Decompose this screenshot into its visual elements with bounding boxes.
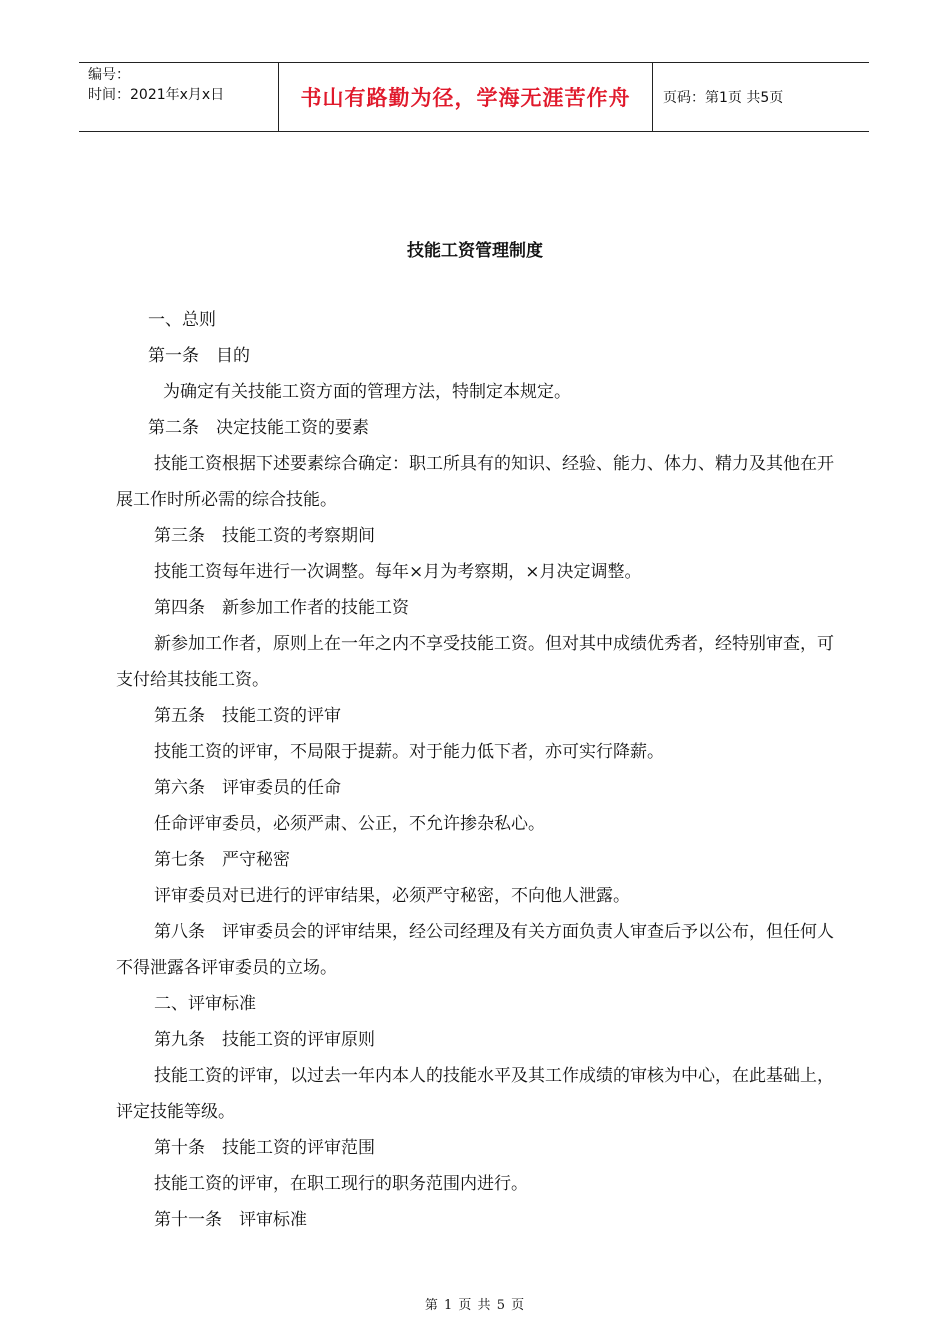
document-title: 技能工资管理制度 (407, 241, 543, 261)
article-heading: 第六条 评审委员的任命 (154, 778, 341, 798)
body-paragraph: 技能工资的评审，以过去一年内本人的技能水平及其工作成绩的审核为中心，在此基础上，评定技能等级。 (116, 1066, 834, 1122)
article-heading: 第五条 技能工资的评审 (154, 706, 341, 726)
body-paragraph: 评审委员对已进行的评审结果，必须严守秘密，不向他人泄露。 (154, 886, 630, 906)
header-page-info: 页码：第1页 共5页 (663, 90, 784, 106)
document-body (116, 302, 834, 1238)
body-paragraph: 第八条 评审委员会的评审结果，经公司经理及有关方面负责人审查后予以公布，但任何人不得泄露各评审委员的立场。 (116, 922, 834, 978)
article-heading: 第四条 新参加工作者的技能工资 (154, 598, 409, 618)
section-heading: 一、总则 (148, 310, 216, 330)
body-paragraph: 新参加工作者，原则上在一年之内不享受技能工资。但对其中成绩优秀者，经特别审查，可支付给其技能工资。 (116, 634, 834, 690)
document-number-label: 编号： (88, 67, 130, 83)
body-paragraph: 任命评审委员，必须严肃、公正，不允许掺杂私心。 (154, 814, 545, 834)
article-heading: 第九条 技能工资的评审原则 (154, 1030, 375, 1050)
body-paragraph: 技能工资的评审，不局限于提薪。对于能力低下者，亦可实行降薪。 (154, 742, 664, 762)
body-paragraph: 技能工资根据下述要素综合确定：职工所具有的知识、经验、能力、体力、精力及其他在开展工作时所必需的综合技能。 (116, 454, 834, 510)
body-paragraph: 技能工资每年进行一次调整。每年×月为考察期，×月决定调整。 (154, 562, 642, 582)
document-time-label: 时间：2021年x月x日 (88, 87, 225, 103)
page-header (79, 62, 869, 132)
article-heading: 第十条 技能工资的评审范围 (154, 1138, 375, 1158)
page-footer-number: 第 1 页 共 5 页 (424, 1298, 526, 1313)
body-paragraph: 技能工资的评审，在职工现行的职务范围内进行。 (154, 1174, 528, 1194)
article-heading: 第十一条 评审标准 (154, 1210, 307, 1230)
header-meta-cell (79, 63, 279, 131)
article-heading: 第七条 严守秘密 (154, 850, 290, 870)
article-heading: 第三条 技能工资的考察期间 (154, 526, 375, 546)
header-motto: 书山有路勤为径，学海无涯苦作舟 (279, 63, 653, 131)
body-paragraph: 为确定有关技能工资方面的管理方法，特制定本规定。 (163, 382, 571, 402)
section-heading: 二、评审标准 (154, 994, 256, 1014)
article-heading: 第一条 目的 (148, 346, 250, 366)
article-heading: 第二条 决定技能工资的要素 (148, 418, 369, 438)
